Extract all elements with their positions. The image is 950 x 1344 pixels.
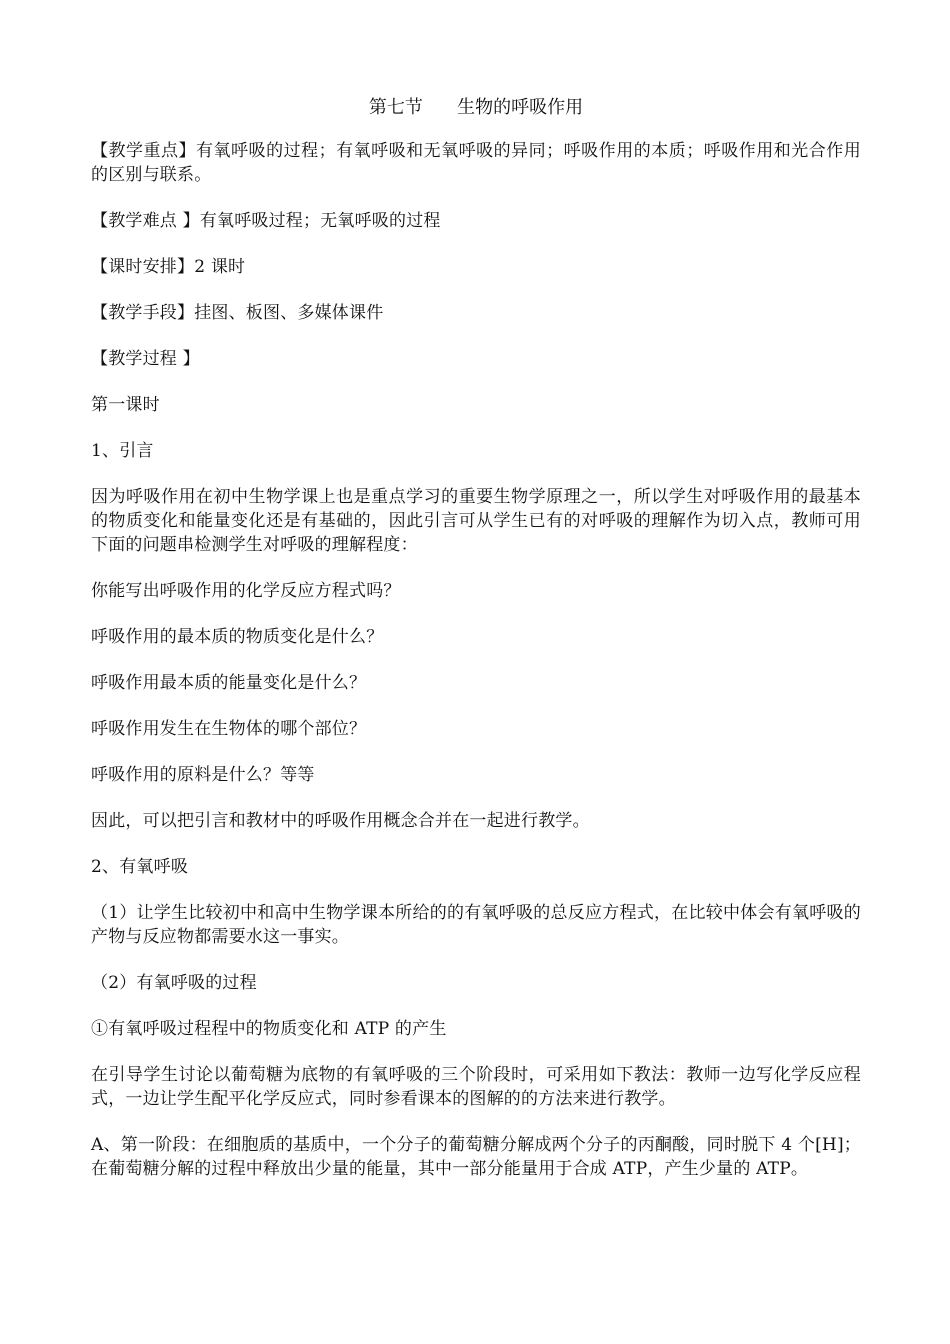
aerobic-subpoint-heading: ①有氧呼吸过程程中的物质变化和 ATP 的产生 [91,1019,447,1039]
teaching-method-paragraph: 在引导学生讨论以葡萄糖为底物的有氧呼吸的三个阶段时，可采用如下教法：教师一边写化学反应程式，一边让学生配平化学反应式，同时参看课本的图解的的方法来进行教学。 [91,1065,861,1109]
teaching-difficulty-paragraph: 【教学难点 】有氧呼吸过程；无氧呼吸的过程 [91,211,441,231]
question-item: 呼吸作用最本质的能量变化是什么？ [91,673,367,693]
teaching-means-paragraph: 【教学手段】挂图、板图、多媒体课件 [91,303,384,323]
aerobic-point-1: （1）让学生比较初中和高中生物学课本所给的的有氧呼吸的总反应方程式，在比较中体会有氧呼吸的产物与反应物都需要水这一事实。 [91,903,861,947]
introduction-paragraph: 因为呼吸作用在初中生物学课上也是重点学习的重要生物学原理之一，所以学生对呼吸作用的最基本的物质变化和能量变化还是有基础的，因此引言可从学生已有的对呼吸的理解作为切入点，教师可用下面的问题串检测学生对呼吸的理解程度： [91,487,861,555]
lesson-schedule-paragraph: 【课时安排】2 课时 [91,257,246,277]
question-item: 呼吸作用发生在生物体的哪个部位？ [91,719,367,739]
section-introduction-heading: 1、引言 [91,441,154,461]
question-item: 你能写出呼吸作用的化学反应方程式吗？ [91,581,401,601]
first-lesson-heading: 第一课时 [91,395,160,415]
question-item: 呼吸作用的最本质的物质变化是什么？ [91,627,384,647]
section-aerobic-heading: 2、有氧呼吸 [91,857,189,877]
aerobic-point-2: （2）有氧呼吸的过程 [91,973,257,993]
summary-paragraph: 因此，可以把引言和教材中的呼吸作用概念合并在一起进行教学。 [91,811,590,831]
first-stage-paragraph: A、第一阶段：在细胞质的基质中，一个分子的葡萄糖分解成两个分子的丙酮酸，同时脱下 4 个[H]；在葡萄糖分解的过程中释放出少量的能量，其中一部分能量用于合成 ATP，产生少量的 ATP。 [91,1135,861,1179]
document-title: 第七节 生物的呼吸作用 [368,97,584,118]
teaching-process-heading: 【教学过程 】 [91,349,200,369]
document-page [91,96,861,1203]
teaching-focus-paragraph: 【教学重点】有氧呼吸的过程；有氧呼吸和无氧呼吸的异同；呼吸作用的本质；呼吸作用和光合作用的区别与联系。 [91,141,861,185]
question-item: 呼吸作用的原料是什么？等等 [91,765,315,785]
